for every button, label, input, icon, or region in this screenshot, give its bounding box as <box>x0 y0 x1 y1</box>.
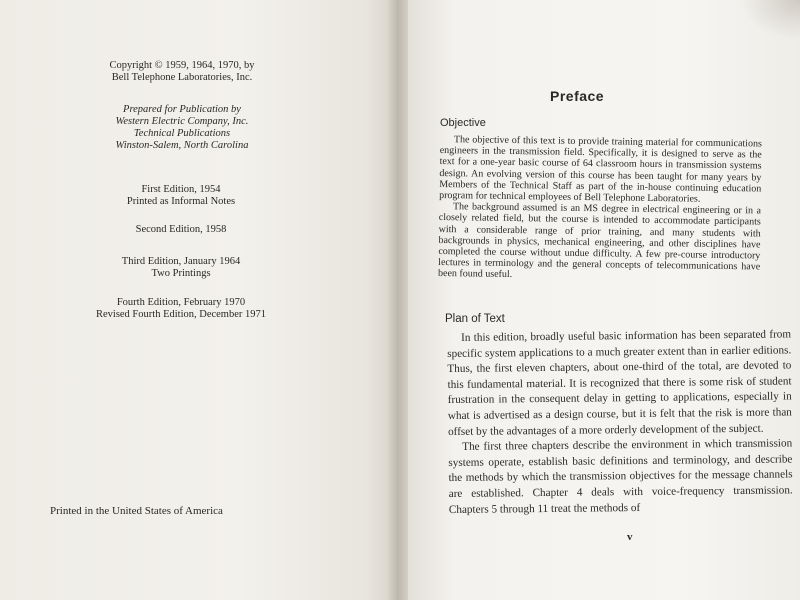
plan-heading: Plan of Text <box>445 313 505 325</box>
edition-note: Two Printings <box>151 268 211 279</box>
edition-line: First Edition, 1954 <box>141 184 221 195</box>
copyright-line: Copyright © 1959, 1964, 1970, by <box>109 60 255 71</box>
copyright-holder: Bell Telephone Laboratories, Inc. <box>111 72 253 83</box>
objective-body <box>438 134 762 284</box>
prepared-company: Western Electric Company, Inc. <box>115 116 249 127</box>
second-edition <box>56 224 306 236</box>
prepared-department: Technical Publications <box>133 128 231 139</box>
edition-line: Fourth Edition, February 1970 <box>116 297 246 308</box>
fourth-edition <box>56 297 306 321</box>
objective-heading: Objective <box>440 117 486 129</box>
plan-body <box>447 327 793 518</box>
printed-in-notice: Printed in the United States of America <box>50 505 223 517</box>
edition-line: Third Edition, January 1964 <box>121 256 241 267</box>
page-title: Preface <box>550 88 605 104</box>
edition-note: Printed as Informal Notes <box>126 196 236 207</box>
paragraph: The background assumed is an MS degree in electrical engineering or in a closely related field, but the course is intended to accommodate participants with a considerable range of prior training, and many students with backgrounds in physics, mechanical engineering, and other disciplines have completed the course without undue difficulty. A few pre-course introductory lectures in terminology and the general concepts of telecommunications have been found useful. <box>437 201 762 281</box>
copyright-notice <box>92 60 272 84</box>
edition-line: Second Edition, 1958 <box>135 224 227 235</box>
third-edition <box>56 256 306 280</box>
paragraph: The objective of this text is to provide training material for communications engineers in the transmission field. Specifically, it is designed to serve as the text for a one-year basic course of 64 classroom hours in transmission systems design. An evolving version of this course has been taught for many years by Members of the Technical Staff as part of the in-house continuing education program for technical employees of Bell Telephone Laboratories. <box>439 134 762 205</box>
paragraph: The first three chapters describe the environment in which transmission systems operate, establish basic definitions and terminology, and describe the methods by which the transmission objectives for the message channels are established. Chapter 4 deals with voice-frequency transmission. Chapters 5 through 11 treat the methods of <box>448 437 793 516</box>
background-corner <box>740 0 800 40</box>
paragraph: In this edition, broadly useful basic information has been separated from specific system applications to a much greater extent than in earlier editions. Thus, the first eleven chapters, about one-third of the total, are devoted to this fundamental material. It is recognized that there is some risk of student frustration in the consequent delay in getting to applications, especially in what is advertised as a design course, but it is felt that the risk is more than offset by the advantages of a more orderly development of the subject. <box>447 328 792 438</box>
publication-credit <box>92 104 272 152</box>
first-edition <box>56 184 306 208</box>
prepared-location: Winston-Salem, North Carolina <box>115 140 249 151</box>
prepared-line: Prepared for Publication by <box>123 104 241 115</box>
edition-revised: Revised Fourth Edition, December 1971 <box>95 309 266 320</box>
page-number: v <box>627 531 633 543</box>
